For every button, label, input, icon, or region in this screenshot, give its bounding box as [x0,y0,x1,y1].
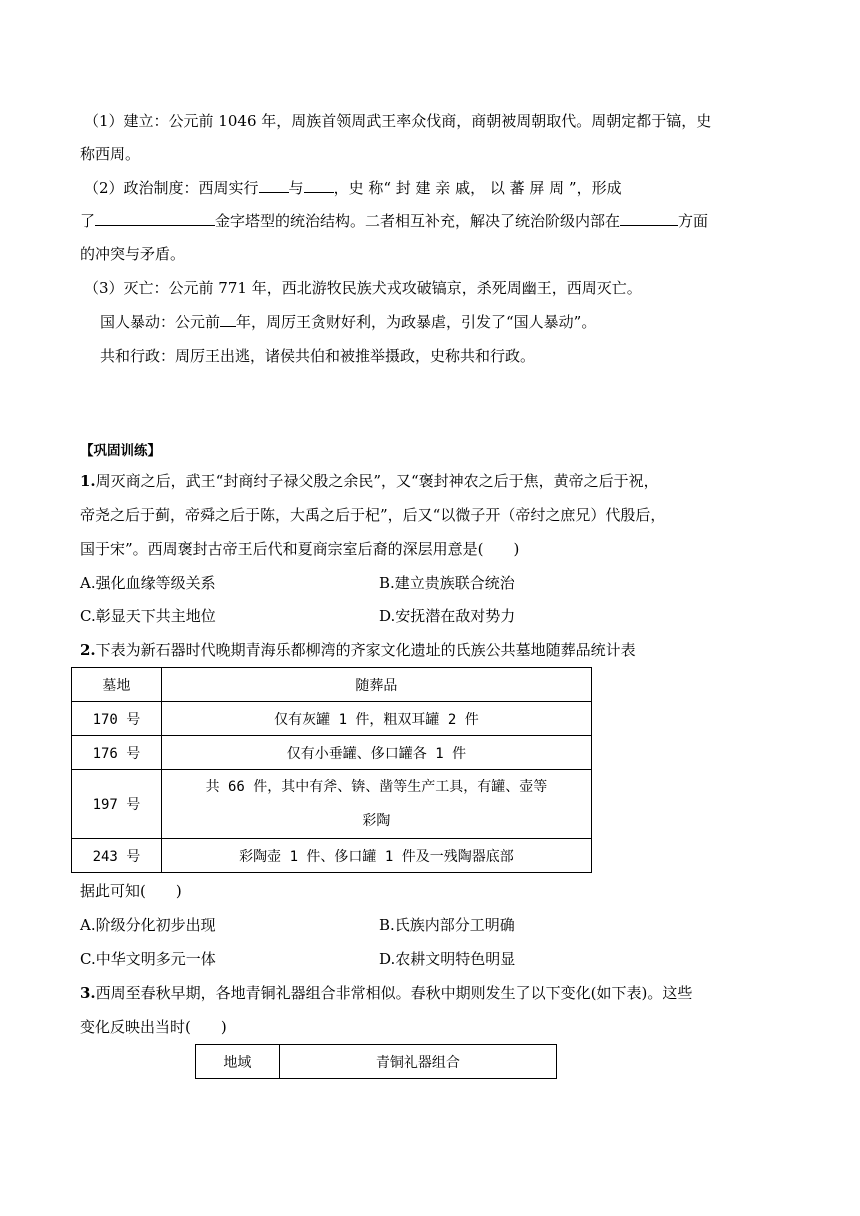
q2-option-d[interactable]: D.农耕文明特色明显 [379,950,516,968]
table-row [72,839,592,873]
section-heading: 【巩固训练】 [80,443,161,459]
table-header-cell: 墓地 [72,668,162,702]
q2-line1 [80,639,636,661]
table-cell: 176 号 [72,736,162,770]
q1-text: 周灭商之后，武王“封商纣子禄父殷之余民”，又“褒封神农之后于焦，黄帝之后于祝， [95,472,659,490]
q3-number: 3. [80,984,96,1002]
note-establishment-line1: （1）建立：公元前 1046 年，周族首领周武王率众伐商，商朝被周朝取代。周朝定都于镐，史 [84,112,712,130]
table-header-cell: 随葬品 [161,668,591,702]
note-political-line2 [80,210,708,232]
table-cell-line: 彩陶 [362,813,391,829]
q1-number: 1. [80,472,96,490]
note-regency: 共和行政：周厉王出逃，诸侯共伯和被推举摄政，史称共和行政。 [100,347,536,365]
note-uprising-text: 年，周厉王贪财好利，为政暴虐，引发了“国人暴动”。 [236,313,597,331]
note-political-text: 了 [80,212,96,230]
q2-option-c[interactable]: C.中华文明多元一体 [80,950,216,968]
note-political-text: 方面 [678,212,709,230]
q3-line2: 变化反映出当时( ) [80,1018,227,1036]
table-cell: 170 号 [72,702,162,736]
q1-option-c[interactable]: C.彰显天下共主地位 [80,607,216,625]
q2-text: 下表为新石器时代晚期青海乐都柳湾的齐家文化遗址的氏族公共墓地随葬品统计表 [95,641,636,659]
fill-blank-2[interactable] [304,177,334,193]
note-uprising [100,311,596,333]
table-cell-line: 共 66 件，其中有斧、锛、凿等生产工具，有罐、壶等 [205,779,548,795]
table-row [72,770,592,839]
bronze-vessel-table [195,1044,557,1079]
note-uprising-text: 国人暴动：公元前 [100,313,221,331]
q1-option-d[interactable]: D.安抚潜在敌对势力 [379,607,516,625]
table-header-row [196,1045,557,1079]
note-political-line1 [84,177,622,199]
q1-line2: 帝尧之后于蓟，帝舜之后于陈，大禹之后于杞”，后又“以微子开（帝纣之庶兄）代殷后， [80,506,666,524]
q2-number: 2. [80,641,96,659]
q2-option-a[interactable]: A.阶级分化初步出现 [80,916,216,934]
burial-goods-table [71,667,592,873]
note-political-text: （2）政治制度：西周实行 [84,179,259,197]
q1-line1 [80,470,659,492]
table-cell: 仅有小垂罐、侈口罐各 1 件 [161,736,591,770]
table-row [72,736,592,770]
q2-after-text: 据此可知( ) [80,882,182,900]
note-fall: （3）灭亡：公元前 771 年，西北游牧民族犬戎攻破镐京，杀死周幽王，西周灭亡。 [84,279,642,297]
q3-line1 [80,982,692,1004]
table-header-cell: 地域 [196,1045,280,1079]
fill-blank-5[interactable] [220,311,236,327]
table-cell [161,770,591,839]
table-header-row [72,668,592,702]
table-cell: 彩陶壶 1 件、侈口罐 1 件及一残陶器底部 [161,839,591,873]
fill-blank-1[interactable] [259,177,289,193]
fill-blank-4[interactable] [620,210,678,226]
note-political-text: ，史 称“ 封 建 亲 戚， 以 蕃 屏 周 ”，形成 [333,179,622,197]
fill-blank-3[interactable] [95,210,215,226]
table-header-cell: 青铜礼器组合 [279,1045,556,1079]
note-political-text: 与 [288,179,304,197]
q1-option-a[interactable]: A.强化血缘等级关系 [80,574,216,592]
q2-option-b[interactable]: B.氏族内部分工明确 [379,916,515,934]
note-political-text: 金字塔型的统治结构。二者相互补充，解决了统治阶级内部在 [215,212,621,230]
note-political-line3: 的冲突与矛盾。 [80,245,186,263]
table-cell: 243 号 [72,839,162,873]
q3-text: 西周至春秋早期，各地青铜礼器组合非常相似。春秋中期则发生了以下变化(如下表)。这些 [95,984,693,1002]
table-cell: 197 号 [72,770,162,839]
note-establishment-line2: 称西周。 [80,145,141,163]
q1-line3: 国于宋”。西周褒封古帝王后代和夏商宗室后裔的深层用意是( ) [80,540,520,558]
q1-option-b[interactable]: B.建立贵族联合统治 [379,574,515,592]
table-row [72,702,592,736]
table-cell: 仅有灰罐 1 件，粗双耳罐 2 件 [161,702,591,736]
